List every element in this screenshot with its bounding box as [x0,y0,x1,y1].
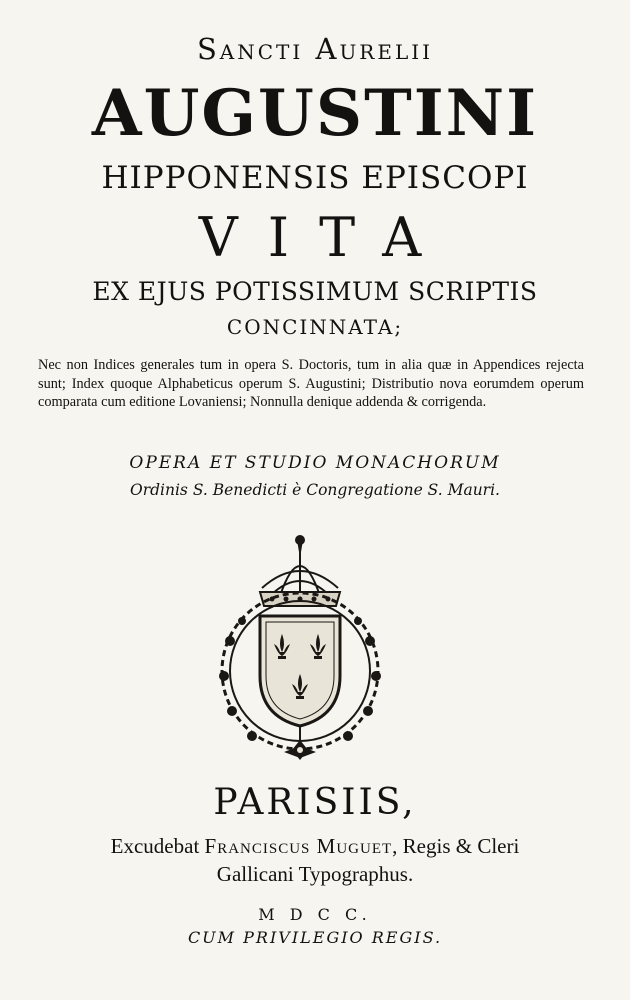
royal-crest-emblem [200,526,400,771]
subtitle-continued: CONCINNATA; [226,315,404,339]
description-paragraph: Nec non Indices generales tum in opera S. Doctoris, tum in alia quæ in Appendices rejecta sunt; Index quoque Alphabeticus operum S. Augustini; Distributio nova eorumdem operum comparata cum editione Lovaniensi; Nonnulla denique addenda & corrigenda. [38,357,584,410]
subtitle: EX EJUS POTISSIMUM SCRIPTIS [92,277,538,306]
order-line: Ordinis S. Benedicti è Congregatione S. Mauri. [130,481,500,499]
printer-prefix: Excudebat [110,834,205,858]
author-title: HIPPONENSIS EPISCOPI [101,160,529,196]
editors-line: OPERA ET STUDIO MONACHORUM [129,453,501,473]
imprint-city: PARISIIS, [213,782,417,823]
imprint-printer-line [0,834,630,859]
imprint-year: M D C C. [258,905,372,924]
printer-suffix: , Regis & Cleri [392,834,520,858]
printer-name: Franciscus Muguet [204,834,393,858]
privilege-line: CUM PRIVILEGIO REGIS. [187,928,443,947]
author-prefix: Sancti Aurelii [196,32,434,66]
author-name: AUGUSTINI [91,76,539,151]
work-title: VITA [198,206,452,269]
imprint-printer-line-2: Gallicani Typographus. [216,862,414,886]
